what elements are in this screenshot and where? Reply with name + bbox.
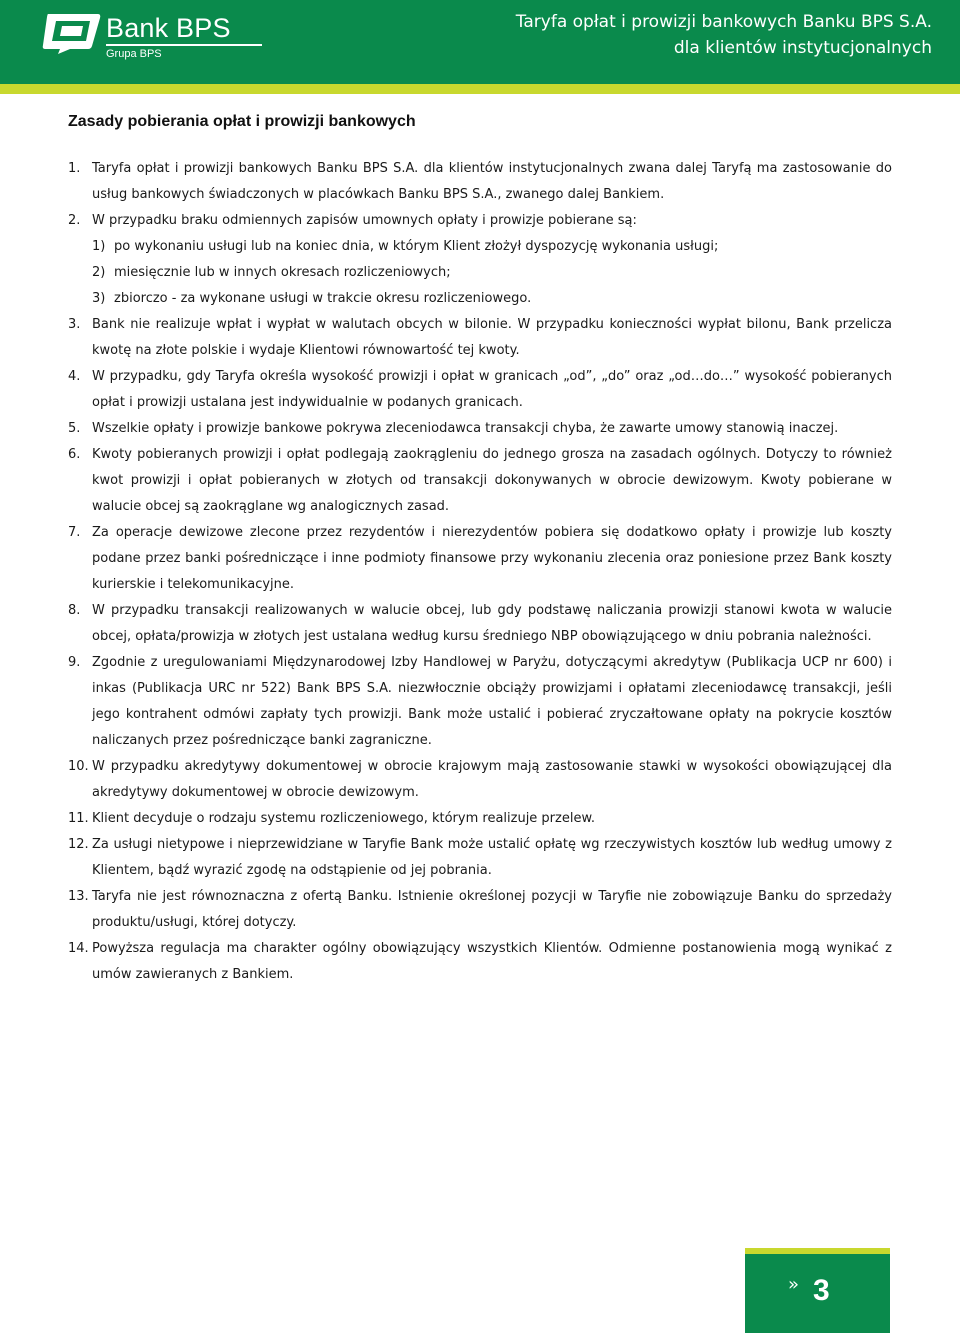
rule-item: [68, 650, 892, 754]
rule-sub-number: 3): [92, 291, 106, 306]
document-title-line-2: dla klientów instytucjonalnych: [673, 38, 932, 58]
rule-number: 7.: [68, 525, 81, 540]
logo-divider: [106, 44, 262, 46]
rule-item: [68, 832, 892, 884]
rule-item: [68, 520, 892, 598]
rule-item: [68, 312, 892, 364]
rule-text: Taryfa nie jest równoznaczna z ofertą Banku. Istnienie określonej pozycji w Taryfie nie zobowiązuje Banku do sprzedaży produktu/usługi, której dotyczy.: [92, 889, 892, 930]
rule-text: Klient decyduje o rodzaju systemu rozliczeniowego, którym realizuje przelew.: [92, 811, 596, 826]
rule-body: [92, 884, 892, 936]
rule-body: [92, 806, 892, 832]
logo-name: Bank BPS: [106, 13, 231, 43]
rule-body: [92, 754, 892, 806]
rule-sub-text: miesięcznie lub w innych okresach rozliczeniowych;: [114, 265, 451, 280]
header-accent-strip: [0, 84, 960, 94]
rule-number: 14.: [68, 941, 89, 956]
rule-item: [68, 754, 892, 806]
rule-number: 12.: [68, 837, 89, 852]
rule-number: 5.: [68, 421, 81, 436]
rule-sub-item: [92, 234, 892, 260]
rule-item: [68, 598, 892, 650]
rules-list: [68, 156, 892, 988]
rule-body: [92, 936, 892, 988]
rule-number: 2.: [68, 213, 81, 228]
rule-number: 3.: [68, 317, 81, 332]
rule-text: W przypadku, gdy Taryfa określa wysokość prowizji i opłat w granicach „od”, „do” oraz „od…do…” wysokość pobieranych opłat i prowizji ustalana jest indywidualnie w podanych granicach.: [92, 369, 892, 410]
logo-subtitle: Grupa BPS: [106, 48, 162, 60]
document-title-line-1: Taryfa opłat i prowizji bankowych Banku BPS S.A.: [515, 12, 932, 32]
rule-body: [92, 520, 892, 598]
rule-text: Powyższa regulacja ma charakter ogólny obowiązujący wszystkich Klientów. Odmienne postanowienia mogą wynikać z umów zawieranych z Bankiem.: [92, 941, 892, 982]
page-number: 3: [813, 1274, 830, 1307]
section-title: Zasady pobierania opłat i prowizji bankowych: [68, 113, 416, 130]
rule-body: [92, 442, 892, 520]
rule-body: [92, 598, 892, 650]
rule-sub-item: [92, 260, 892, 286]
rule-item: [68, 936, 892, 988]
rule-text: W przypadku transakcji realizowanych w walucie obcej, lub gdy podstawę naliczania prowizji stanowi kwota w walucie obcej, opłata/prowizja w złotych jest ustalana według kursu średniego NBP obowiązującego w dniu pobrania należności.: [92, 603, 892, 644]
rule-body: [92, 832, 892, 884]
rule-number: 1.: [68, 161, 81, 176]
rule-text: W przypadku braku odmiennych zapisów umownych opłaty i prowizje pobierane są:: [92, 213, 637, 228]
rule-item: [68, 364, 892, 416]
rule-text: W przypadku akredytywy dokumentowej w obrocie krajowym mają zastosowanie stawki w wysokości obowiązującej dla akredytywy dokumentowej w obrocie dewizowym.: [92, 759, 892, 800]
rule-number: 13.: [68, 889, 89, 904]
rule-text: Kwoty pobieranych prowizji i opłat podlegają zaokrągleniu do jednego grosza na zasadach ogólnych. Dotyczy to również kwot prowizji i opłat pobieranych w złotych od transakcji dokonywanych w obrocie dewizowym. Kwoty pobierane w walucie obcej są zaokrąglane wg analogicznych zasad.: [92, 447, 892, 514]
rule-sub-text: zbiorczo - za wykonane usługi w trakcie okresu rozliczeniowego.: [114, 291, 532, 306]
bank-logo: [40, 12, 240, 62]
bank-logo-icon: [40, 12, 102, 54]
rule-text: Taryfa opłat i prowizji bankowych Banku BPS S.A. dla klientów instytucjonalnych zwana dalej Taryfą ma zastosowanie do usług bankowych świadczonych w placówkach Banku BPS S.A., zwanego dalej Bankiem.: [92, 161, 892, 202]
rule-text: Wszelkie opłaty i prowizje bankowe pokrywa zleceniodawca transakcji chyba, że zawarte umowy stanowią inaczej.: [92, 421, 839, 436]
rule-item: [68, 208, 892, 312]
rule-number: 9.: [68, 655, 81, 670]
rule-body: [92, 312, 892, 364]
rule-sub-list: [92, 234, 892, 312]
rule-body: [92, 156, 892, 208]
rule-sub-text: po wykonaniu usługi lub na koniec dnia, w którym Klient złożył dyspozycję wykonania usługi;: [114, 239, 719, 254]
rule-body: [92, 364, 892, 416]
rule-item: [68, 442, 892, 520]
rule-number: 6.: [68, 447, 81, 462]
rule-text: Za usługi nietypowe i nieprzewidziane w Taryfie Bank może ustalić opłatę wg rzeczywistych kosztów lub według umowy z Klientem, bądź wyrazić zgodę na odstąpienie od jej pobrania.: [92, 837, 892, 878]
rule-item: [68, 156, 892, 208]
rule-number: 11.: [68, 811, 89, 826]
rule-sub-number: 1): [92, 239, 106, 254]
rule-body: [92, 208, 892, 312]
rule-text: Bank nie realizuje wpłat i wypłat w walutach obcych w bilonie. W przypadku konieczności wypłat bilonu, Bank przelicza kwotę na złote polskie i wydaje Klientowi równowartość tej kwoty.: [92, 317, 892, 358]
rule-sub-item: [92, 286, 892, 312]
rule-sub-number: 2): [92, 265, 106, 280]
page-arrow-icon: »: [788, 1274, 800, 1295]
rule-number: 8.: [68, 603, 81, 618]
rule-number: 10.: [68, 759, 89, 774]
page-number-badge: [745, 1248, 890, 1333]
rule-item: [68, 806, 892, 832]
rule-item: [68, 416, 892, 442]
rule-text: Za operacje dewizowe zlecone przez rezydentów i nierezydentów pobiera się dodatkowo opłaty i prowizje lub koszty podane przez banki pośredniczące i inne podmioty finansowe przy wykonaniu zlecenia oraz poniesione przez Bank koszty kurierskie i telekomunikacyjne.: [92, 525, 892, 592]
rule-number: 4.: [68, 369, 81, 384]
rule-item: [68, 884, 892, 936]
rule-body: [92, 650, 892, 754]
rule-body: [92, 416, 892, 442]
document-title: [516, 9, 932, 61]
page-header: [0, 0, 960, 84]
rule-text: Zgodnie z uregulowaniami Międzynarodowej Izby Handlowej w Paryżu, dotyczącymi akredytyw (Publikacja UCP nr 600) i inkas (Publikacja URC nr 522) Bank BPS S.A. niezwłocznie obciąży prowizjami i opłatami zleceniodawcę transakcji, jeśli jego kontrahent odmówi zapłaty tych prowizji. Bank może ustalić i pobierać zryczałtowane opłaty na pokrycie kosztów naliczanych przez pośredniczące banki zagraniczne.: [92, 655, 892, 748]
